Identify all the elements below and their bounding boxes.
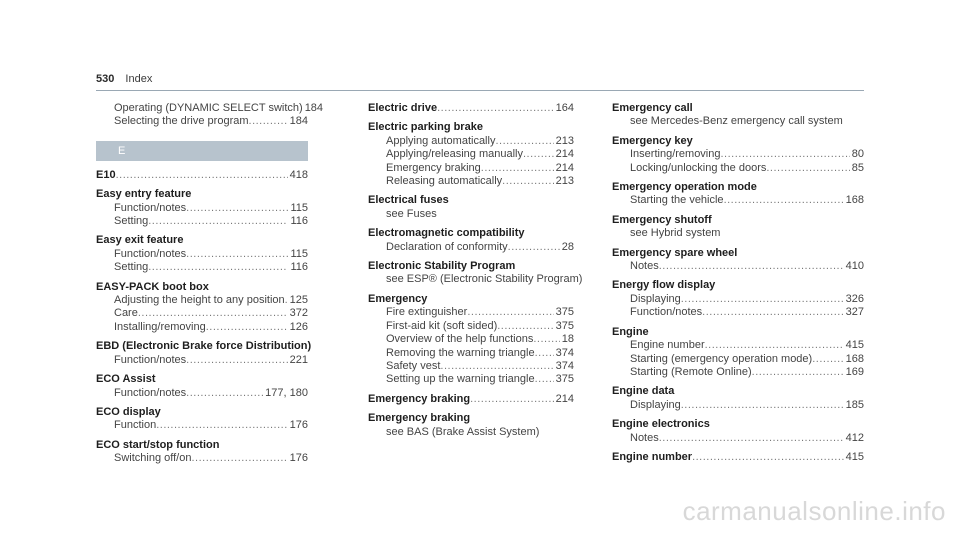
leader-dots (191, 452, 287, 465)
page-reference[interactable]: 169 (845, 365, 864, 378)
entry-text: Care (114, 307, 138, 320)
page-reference[interactable]: 415 (845, 339, 864, 352)
leader-dots (766, 162, 849, 175)
entry-text: Starting (emergency operation mode) (630, 352, 813, 365)
index-entry-heading (612, 214, 864, 227)
index-entry-heading (96, 234, 308, 247)
index-entry-heading (612, 181, 864, 194)
entry-text: see ESP® (Electronic Stability Program) (386, 273, 583, 286)
index-subentry (368, 135, 574, 148)
index-entry-heading (96, 188, 308, 201)
index-subentry (368, 306, 574, 319)
index-subentry (612, 162, 864, 175)
leader-dots (186, 354, 287, 367)
index-entry-heading (96, 406, 308, 419)
page-reference[interactable]: 374 (555, 359, 574, 372)
leader-dots (470, 393, 554, 406)
page-header (96, 73, 152, 85)
leader-dots (681, 399, 844, 412)
leader-dots (116, 169, 288, 182)
index-entry-heading (96, 439, 308, 452)
index-entry-heading (96, 169, 308, 182)
section-title: Index (125, 73, 153, 85)
page-reference[interactable]: 375 (555, 319, 574, 332)
index-subentry (96, 202, 308, 215)
leader-dots (535, 373, 554, 386)
index-subentry (96, 115, 308, 128)
index-subentry (368, 162, 574, 175)
entry-text: Electrical fuses (368, 194, 449, 207)
index-subentry (612, 399, 864, 412)
entry-text: E10 (96, 168, 116, 181)
leader-dots (533, 333, 559, 346)
index-entry-heading (612, 385, 864, 398)
entry-text: Function/notes (114, 201, 187, 214)
entry-text: Electric parking brake (368, 121, 483, 134)
entry-text: Emergency operation mode (612, 181, 757, 194)
index-cross-reference (612, 115, 864, 128)
index-subentry (368, 148, 574, 161)
entry-text: Emergency key (612, 134, 693, 147)
leader-dots (249, 115, 288, 128)
index-entry-heading (612, 418, 864, 431)
page-reference[interactable]: 213 (555, 134, 574, 147)
leader-dots (148, 215, 288, 228)
page-reference[interactable]: 125 (289, 294, 308, 307)
entry-text: EASY-PACK boot box (96, 280, 209, 293)
leader-dots (481, 162, 554, 175)
leader-dots (705, 339, 844, 352)
leader-dots (495, 135, 553, 148)
entry-text: ECO display (96, 405, 161, 418)
watermark: carmanualsonline.info (682, 496, 946, 526)
page-reference[interactable]: 28 (561, 240, 574, 253)
entry-text: ECO Assist (96, 373, 156, 386)
entry-text: Starting the vehicle (630, 194, 724, 207)
page-reference[interactable]: 375 (555, 306, 574, 319)
index-subentry (96, 215, 308, 228)
leader-dots (186, 387, 263, 400)
entry-text: Installing/removing (114, 320, 206, 333)
entry-text: Fire extinguisher (386, 306, 468, 319)
page-reference[interactable]: 116 (290, 261, 308, 274)
index-entry-heading (368, 194, 574, 207)
index-entry-heading (368, 260, 574, 273)
index-subentry (368, 373, 574, 386)
entry-text: Setting (114, 215, 149, 228)
entry-text: Emergency braking (368, 412, 471, 425)
index-subentry (368, 333, 574, 346)
entry-text: Adjusting the height to any position (114, 294, 285, 307)
leader-dots (692, 451, 844, 464)
index-subentry (96, 248, 308, 261)
index-entry-heading (368, 293, 574, 306)
index-cross-reference (368, 426, 574, 439)
entry-text: Function/notes (630, 306, 703, 319)
index-cross-reference (368, 208, 574, 221)
page-reference[interactable]: 410 (845, 260, 864, 273)
leader-dots (812, 353, 843, 366)
index-subentry (96, 294, 308, 307)
page-reference[interactable]: 80 (851, 148, 864, 161)
page-reference[interactable]: 176 (289, 452, 308, 465)
page-reference[interactable]: 375 (555, 373, 574, 386)
page-reference[interactable]: 415 (845, 450, 864, 463)
page-reference[interactable]: 168 (845, 352, 864, 365)
entry-text: Emergency call (612, 102, 693, 114)
entry-text: Setting (114, 261, 149, 274)
page-reference[interactable]: 126 (289, 320, 308, 333)
leader-dots (721, 148, 850, 161)
entry-text: Emergency (368, 292, 428, 305)
entry-text: Inserting/removing (630, 148, 721, 161)
leader-dots (206, 321, 288, 334)
page-reference[interactable]: 184 (289, 115, 308, 128)
index-subentry (612, 260, 864, 273)
index-subentry (368, 360, 574, 373)
index-column-3 (612, 102, 864, 464)
index-entry-heading (612, 135, 864, 148)
index-subentry (612, 366, 864, 379)
index-entry-heading (612, 247, 864, 260)
page-reference[interactable]: 418 (289, 168, 308, 181)
entry-text: Setting up the warning triangle (386, 373, 535, 386)
index-subentry (612, 339, 864, 352)
entry-text: Easy exit feature (96, 234, 184, 247)
page-reference[interactable]: 18 (561, 333, 574, 346)
index-subentry (368, 241, 574, 254)
entry-text: Engine number (612, 450, 693, 463)
index-entry-heading (96, 281, 308, 294)
entry-text: Function/notes (114, 247, 187, 260)
page-reference[interactable]: 412 (845, 431, 864, 444)
leader-dots (440, 360, 553, 373)
index-entry-heading (96, 373, 308, 386)
page-reference[interactable]: 374 (555, 346, 574, 359)
letter-heading (96, 141, 308, 161)
index-subentry (96, 354, 308, 367)
entry-text: Overview of the help functions (386, 333, 534, 346)
entry-text: ECO start/stop function (96, 438, 220, 451)
entry-text: see Mercedes-Benz emergency call system (630, 115, 843, 128)
page-reference[interactable]: 214 (555, 148, 574, 161)
entry-text: Electromagnetic compatibility (368, 227, 525, 240)
entry-text: Safety vest (386, 359, 441, 372)
page-reference[interactable]: 326 (845, 292, 864, 305)
leader-dots (497, 320, 553, 333)
page-reference[interactable]: 214 (555, 392, 574, 405)
header-divider (96, 90, 864, 91)
page-reference[interactable]: 213 (555, 175, 574, 188)
index-subentry (96, 452, 308, 465)
entry-text: Function/notes (114, 353, 187, 366)
leader-dots (186, 248, 288, 261)
entry-text: Emergency spare wheel (612, 246, 738, 259)
entry-text: Switching off/on (114, 452, 192, 465)
leader-dots (186, 202, 288, 215)
index-subentry (612, 432, 864, 445)
index-entry-heading (368, 412, 574, 425)
entry-text: see BAS (Brake Assist System) (386, 425, 540, 438)
index-subentry (96, 387, 308, 400)
page-reference[interactable]: 185 (845, 398, 864, 411)
entry-text: Declaration of conformity (386, 240, 508, 253)
entry-text: First-aid kit (soft sided) (386, 319, 498, 332)
entry-text: see Fuses (386, 207, 437, 220)
leader-dots (138, 307, 288, 320)
page-reference[interactable]: 176 (289, 419, 308, 432)
page-reference[interactable]: 115 (290, 201, 308, 214)
index-entry-heading (368, 393, 574, 406)
page-reference[interactable]: 372 (289, 307, 308, 320)
index-entry-heading (368, 227, 574, 240)
index-entry-heading (368, 121, 574, 134)
entry-text: Applying/releasing manually (386, 148, 523, 161)
index-column-1 (96, 102, 324, 466)
entry-text: Locking/unlocking the doors (630, 161, 767, 174)
page-reference[interactable]: 327 (845, 306, 864, 319)
leader-dots (702, 306, 843, 319)
entry-text: Electronic Stability Program (368, 260, 516, 273)
leader-dots (681, 293, 844, 306)
leader-dots (752, 366, 844, 379)
entry-text: see Hybrid system (630, 227, 721, 240)
index-subentry (96, 307, 308, 320)
entry-text: Engine number (630, 339, 705, 352)
entry-text: Notes (630, 260, 659, 273)
index-subentry (612, 148, 864, 161)
entry-text: Emergency shutoff (612, 213, 712, 226)
page-reference[interactable]: 85 (851, 161, 864, 174)
entry-text: Engine data (612, 385, 675, 398)
leader-dots (523, 148, 554, 161)
index-subentry (612, 353, 864, 366)
entry-text: Easy entry feature (96, 188, 192, 201)
entry-text: Emergency braking (386, 161, 481, 174)
page-reference[interactable]: 184 (304, 102, 324, 114)
entry-text: Engine electronics (612, 418, 710, 431)
entry-text: Electric drive (368, 102, 438, 114)
page-number: 530 (96, 73, 115, 85)
entry-text: Applying automatically (386, 134, 496, 147)
page-reference[interactable]: 164 (555, 102, 574, 114)
index-subentry (368, 175, 574, 188)
leader-dots (508, 241, 560, 254)
page-reference[interactable]: 177, 180 (265, 386, 308, 399)
entry-text: Engine (612, 325, 649, 338)
entry-text: Notes (630, 431, 659, 444)
leader-dots (156, 419, 287, 432)
page-reference[interactable]: 115 (290, 247, 308, 260)
leader-dots (535, 347, 554, 360)
index-column-2 (368, 102, 583, 439)
entry-text: Displaying (630, 398, 681, 411)
leader-dots (724, 194, 844, 207)
index-entry-heading (612, 102, 864, 115)
entry-text: Starting (Remote Online) (630, 365, 752, 378)
entry-text: Function/notes (114, 386, 187, 399)
entry-text: Operating (DYNAMIC SELECT switch) (114, 102, 303, 114)
entry-text: Function (114, 419, 157, 432)
entry-text: Displaying (630, 292, 681, 305)
index-cross-reference (368, 273, 583, 286)
leader-dots (437, 102, 554, 115)
leader-dots (659, 432, 844, 445)
index-subentry (96, 419, 308, 432)
index-subentry (368, 347, 574, 360)
page-reference[interactable]: 168 (845, 194, 864, 207)
index-subentry (368, 320, 574, 333)
page-reference[interactable]: 214 (555, 161, 574, 174)
leader-dots (502, 175, 553, 188)
index-entry-heading (612, 451, 864, 464)
index-subentry (612, 293, 864, 306)
entry-text: EBD (Electronic Brake force Distribution) (96, 340, 312, 353)
index-cross-reference (612, 227, 864, 240)
leader-dots (467, 306, 553, 319)
index-entry-heading (612, 326, 864, 339)
index-subentry (612, 306, 864, 319)
leader-dots (659, 260, 844, 273)
index-entry-heading (96, 340, 312, 353)
entry-text: Selecting the drive program (114, 115, 249, 128)
index-subentry (96, 321, 308, 334)
page-reference[interactable]: 116 (290, 215, 308, 228)
index-subentry (96, 102, 324, 115)
letter-heading-text: E (118, 144, 126, 157)
index-entry-heading (612, 279, 864, 292)
entry-text: Energy flow display (612, 279, 716, 292)
page-reference[interactable]: 221 (289, 353, 308, 366)
index-subentry (96, 261, 308, 274)
entry-text: Removing the warning triangle (386, 346, 535, 359)
index-entry-heading (368, 102, 574, 115)
leader-dots (148, 261, 288, 274)
entry-text: Releasing automatically (386, 175, 503, 188)
index-subentry (612, 194, 864, 207)
entry-text: Emergency braking (368, 392, 471, 405)
